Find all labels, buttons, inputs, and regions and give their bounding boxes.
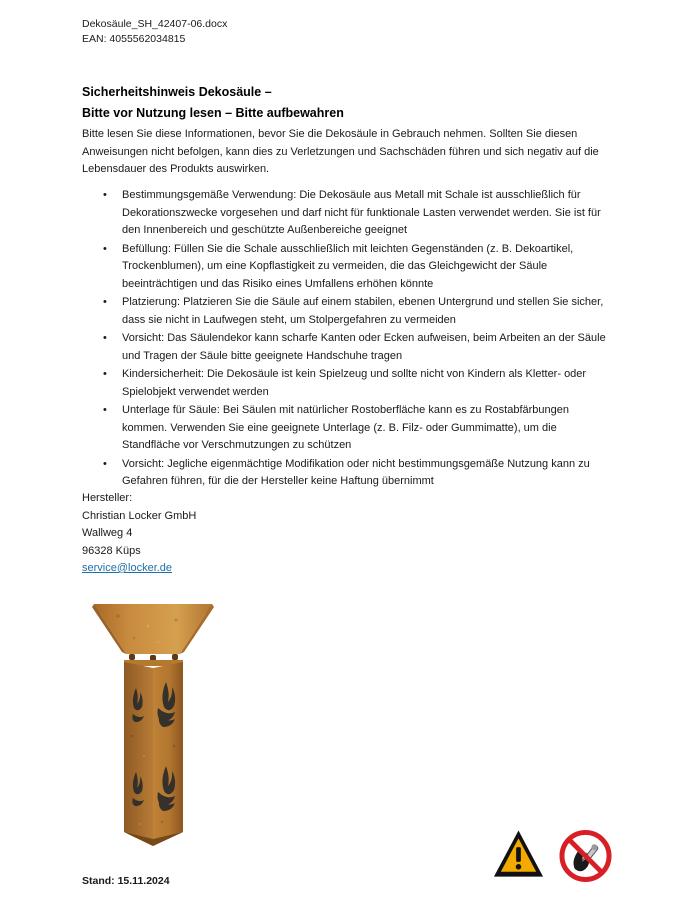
manufacturer-email-link[interactable]: service@locker.de (82, 562, 173, 574)
page-title (82, 82, 612, 124)
safety-instructions-list (82, 187, 612, 492)
list-item (82, 294, 612, 329)
list-item (82, 366, 612, 401)
document-header (82, 17, 227, 47)
manufacturer-street: Wallweg 4 (82, 527, 133, 539)
list-item-text: Vorsicht: Jegliche eigenmächtige Modifikation oder nicht bestimmungsgemäße Nutzung kann zu Gefahren führen, für die der Hersteller keine Haftung übernimmt (122, 457, 590, 487)
deco-column-illustration (88, 596, 218, 861)
list-item (82, 187, 612, 240)
footer-date: Stand: 15.11.2024 (82, 875, 170, 887)
list-item (82, 241, 612, 294)
list-item-text: Bestimmungsgemäße Verwendung: Die Dekosäule aus Metall mit Schale ist ausschließlich für Dekorationszwecke vorgesehen und darf nicht für funktionale Lasten verwendet werden. Sie ist für den Innenbereich und geschützte Außenbereiche geeignet (122, 189, 601, 236)
bullet-icon: • (103, 242, 107, 255)
bullet-icon: • (103, 404, 107, 416)
list-item-text: Vorsicht: Das Säulendekor kann scharfe Kanten oder Ecken aufweisen, beim Arbeiten an der Säule und Tragen der Säule bitte geeignete Handschuhe tragen (122, 332, 606, 362)
document-filename: Dekosäule_SH_42407-06.docx (82, 18, 228, 30)
page-title-line-1: Sicherheitshinweis Dekosäule – (82, 85, 272, 99)
warning-triangle-icon (492, 827, 545, 885)
list-item-text: Befüllung: Füllen Sie die Schale ausschließlich mit leichten Gegenständen (z. B. Dekoartikel, Trockenblumen), um eine Kopflastigkeit zu vermeiden, die das Gleichgewicht der Säule beeinträchtigen und das Risiko eines Umfallens erhöhen könnte (122, 242, 574, 290)
no-open-flame-icon (559, 827, 612, 885)
page-title-line-2: Bitte vor Nutzung lesen – Bitte aufbewahren (82, 106, 344, 120)
product-image (88, 596, 218, 861)
list-item (82, 402, 612, 455)
manufacturer-city: 96328 Küps (82, 544, 141, 557)
manufacturer-label: Hersteller: (82, 492, 133, 504)
bullet-icon: • (103, 332, 107, 344)
manufacturer-company: Christian Locker GmbH (82, 509, 197, 522)
bowl-feet (129, 654, 178, 661)
list-item-text: Unterlage für Säule: Bei Säulen mit natürlicher Rostoberfläche kann es zu Rostabfärbungen kommen. Verwenden Sie eine geeignete Unterlage (z. B. Filz- oder Gummimatte), um die Standfläche vor Verschmutzungen zu schützen (122, 404, 569, 451)
manufacturer-block (82, 490, 196, 578)
list-item (82, 456, 612, 491)
bullet-icon: • (103, 296, 107, 308)
column-shaft (124, 660, 183, 846)
document-ean: EAN: 4055562034815 (82, 33, 186, 45)
bullet-icon: • (103, 368, 107, 380)
bullet-icon: • (103, 457, 107, 470)
intro-paragraph: Bitte lesen Sie diese Informationen, bevor Sie die Dekosäule in Gebrauch nehmen. Sollten Sie diesen Anweisungen nicht befolgen, kann dies zu Verletzungen und Sachschäden führen und sich negativ auf die Lebensdauer des Produkts auswirken. (82, 128, 599, 175)
pictogram-row (492, 827, 612, 889)
bowl-shape (92, 604, 214, 654)
list-item (82, 330, 612, 365)
list-item-text: Kindersicherheit: Die Dekosäule ist kein Spielzeug und sollte nicht von Kindern als Kletter- oder Spielobjekt verwendet werden (122, 368, 587, 398)
list-item-text: Platzierung: Platzieren Sie die Säule auf einem stabilen, ebenen Untergrund und stellen Sie sicher, dass sie nicht in Laufwegen steht, um Stolpergefahren zu vermeiden (122, 296, 604, 326)
bullet-icon: • (103, 189, 107, 201)
